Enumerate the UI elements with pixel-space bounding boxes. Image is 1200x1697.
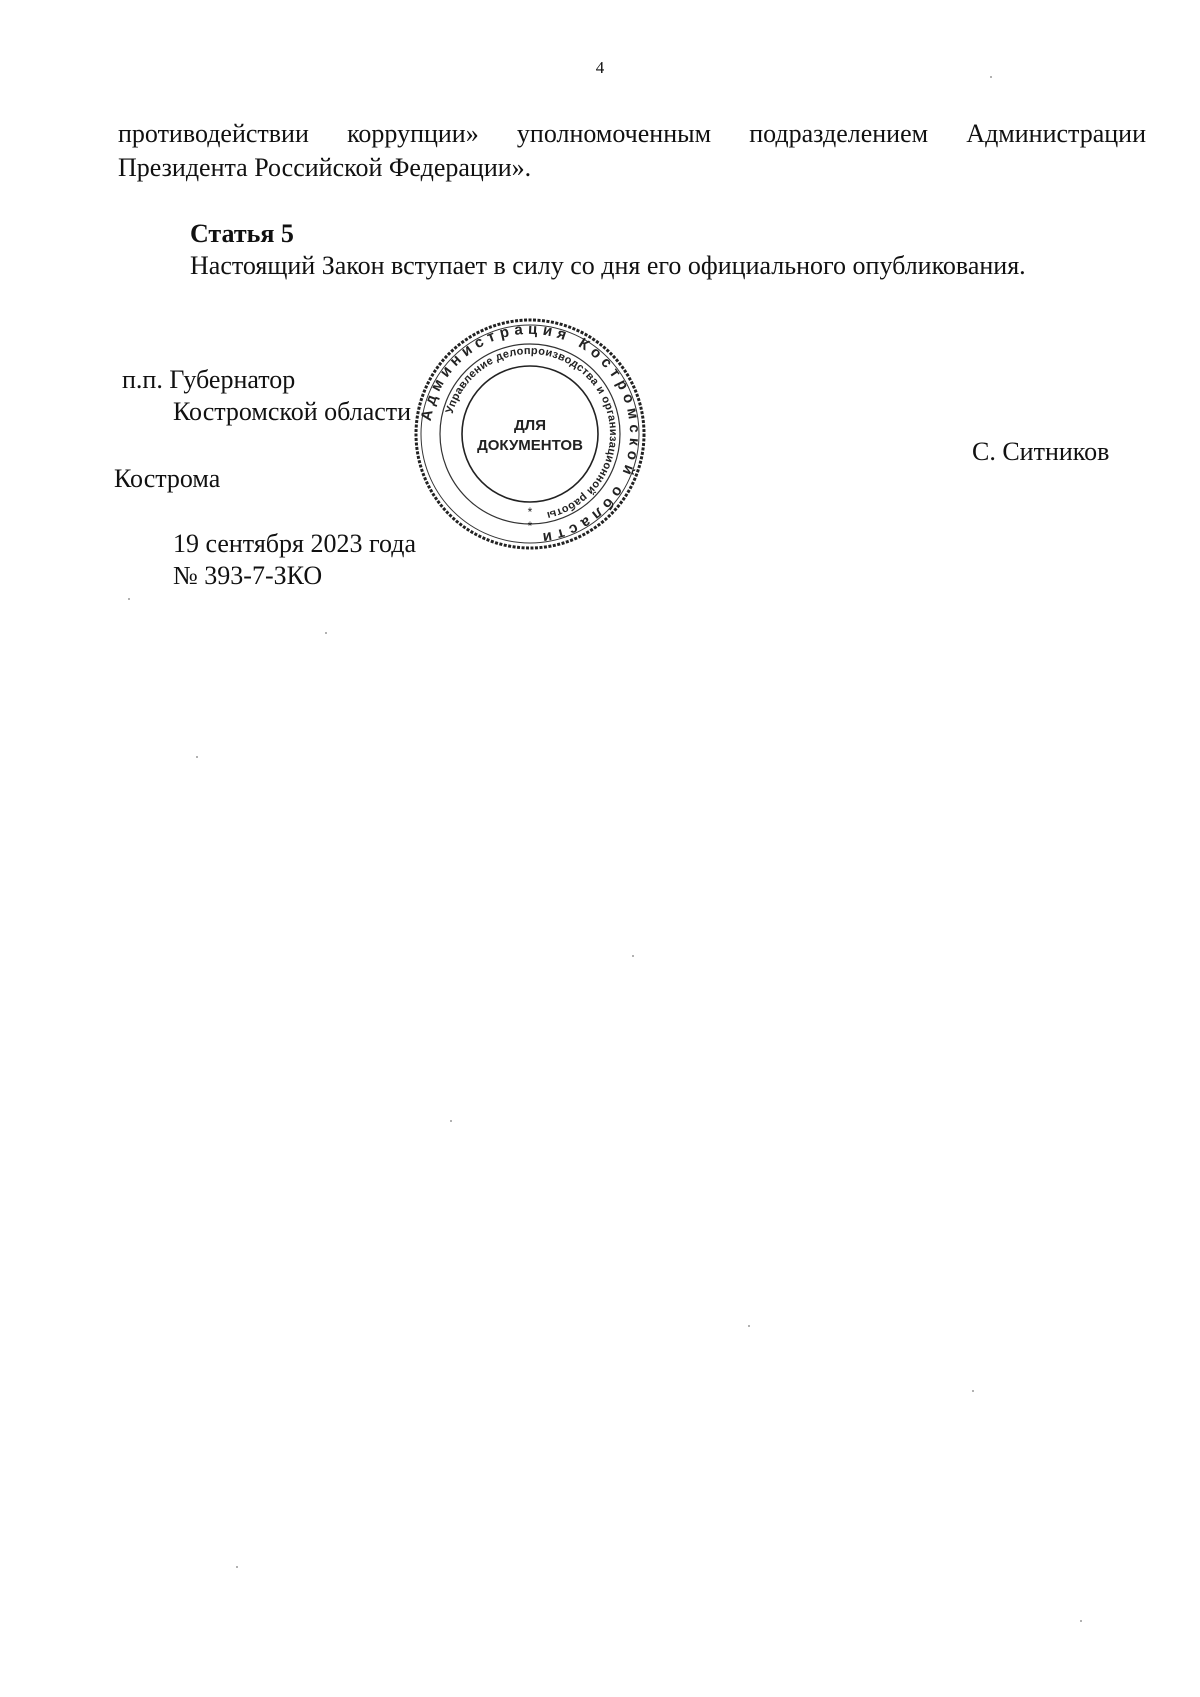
article-text: Настоящий Закон вступает в силу со дня его официального опубликования. xyxy=(190,251,1026,280)
seal-inner-ring xyxy=(462,366,598,502)
seal-outer-text: Администрация Костромской области xyxy=(417,320,644,547)
scan-speck xyxy=(748,1325,750,1327)
article-heading: Статья 5 xyxy=(190,219,294,248)
law-date: 19 сентября 2023 года xyxy=(173,529,417,558)
governor-title: п.п. Губернатор xyxy=(122,365,296,394)
governor-region: Костромской области xyxy=(173,397,412,426)
scan-speck xyxy=(196,756,198,758)
scan-speck xyxy=(236,1566,238,1568)
scan-speck xyxy=(128,598,130,600)
signer-name: С. Ситников xyxy=(972,437,1110,466)
seal-star-2: * xyxy=(527,519,533,533)
seal-center-line-2: ДОКУМЕНТОВ xyxy=(477,437,583,454)
seal-graphic xyxy=(412,316,648,552)
scan-speck xyxy=(325,632,327,634)
seal-star-1: * xyxy=(527,505,533,519)
scan-speck xyxy=(1080,1620,1082,1622)
scan-speck xyxy=(972,1390,974,1392)
official-seal xyxy=(412,316,648,552)
scan-speck xyxy=(450,1120,452,1122)
page-number: 4 xyxy=(595,58,605,77)
seal-inner-text: Управление делопроизводства и организационной работы xyxy=(443,344,620,522)
paragraph-line-2: Президента Российской Федерации». xyxy=(118,153,532,182)
scan-speck xyxy=(990,76,992,78)
paragraph-continuation xyxy=(118,117,1146,185)
seal-center-line-1: ДЛЯ xyxy=(514,417,546,434)
scan-speck xyxy=(632,955,634,957)
seal-ring-3 xyxy=(440,344,620,524)
law-number: № 393-7-ЗКО xyxy=(173,561,323,590)
city-name: Кострома xyxy=(114,464,221,493)
paragraph-line-1: противодействии коррупции» уполномоченным подразделением Администрации xyxy=(118,119,1146,148)
